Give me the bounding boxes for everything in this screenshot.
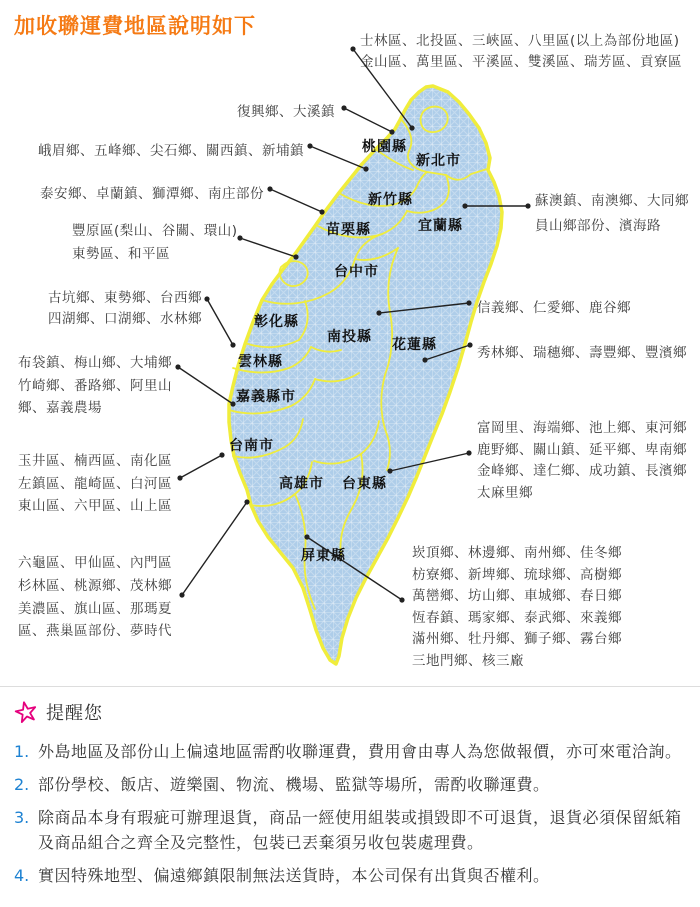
map-label-yilan: 宜蘭縣 <box>418 218 463 234</box>
region-note-tainan-towns: 左鎮區、龍崎區、白河區 <box>18 476 172 492</box>
region-note-yilan-towns: 員山鄉部份、濱海路 <box>535 218 661 234</box>
region-note-fuxing-daxi: 復興鄉、大溪鎮 <box>237 104 335 120</box>
region-note-kaohsiung-towns: 區、燕巢區部份、夢時代 <box>18 623 172 639</box>
map-label-taitung: 台東縣 <box>342 476 387 492</box>
region-note-tainan-towns: 東山區、六甲區、山上區 <box>18 498 172 514</box>
map-label-taichung: 台中市 <box>334 264 379 280</box>
region-note-chiayi-towns: 鄉、嘉義農場 <box>18 400 102 416</box>
region-note-taitung-towns: 富岡里、海端鄉、池上鄉、東河鄉 <box>477 420 687 436</box>
region-note-taichung-towns: 豐原區(梨山、谷關、環山) <box>72 223 238 239</box>
reminder-item <box>14 739 686 764</box>
region-note-taichung-towns: 東勢區、和平區 <box>72 246 170 262</box>
region-note-north-coast: 金山區、萬里區、平溪區、雙溪區、瑞芳區、貢寮區 <box>360 54 682 70</box>
region-note-taitung-towns: 太麻里鄉 <box>477 485 533 501</box>
reminder-item <box>14 863 686 888</box>
note-number: 4. <box>14 866 30 885</box>
region-note-pingtung-towns: 枋寮鄉、新埤鄉、琉球鄉、高樹鄉 <box>412 567 622 583</box>
map-label-tainan: 台南市 <box>229 438 274 454</box>
region-note-chiayi-towns: 布袋鎮、梅山鄉、大埔鄉 <box>18 355 172 371</box>
note-text: 實因特殊地型、偏遠鄉鎮限制無法送貨時，本公司保有出貨與否權利。 <box>38 866 550 885</box>
reminder-heading <box>14 699 686 725</box>
region-note-taitung-towns: 鹿野鄉、關山鎮、延平鄉、卑南鄉 <box>477 442 687 458</box>
region-note-pingtung-towns: 三地門鄉、核三廠 <box>412 653 524 669</box>
note-number: 1. <box>14 742 30 761</box>
map-label-changhua: 彰化縣 <box>254 314 299 330</box>
map-label-new-taipei: 新北市 <box>416 153 461 169</box>
region-note-hualien-towns: 秀林鄉、瑞穗鄉、壽豐鄉、豐濱鄉 <box>477 345 687 361</box>
region-note-kaohsiung-towns: 美濃區、旗山區、那瑪夏 <box>18 601 172 617</box>
reminder-item <box>14 805 686 855</box>
note-number: 3. <box>14 808 30 827</box>
map-label-kaohsiung: 高雄市 <box>279 476 324 492</box>
region-note-yunlin-towns: 四湖鄉、口湖鄉、水林鄉 <box>48 311 202 327</box>
map-label-taoyuan: 桃園縣 <box>362 139 407 155</box>
region-note-kaohsiung-towns: 六龜區、甲仙區、內門區 <box>18 555 172 571</box>
page-title: 加收聯運費地區說明如下 <box>14 14 256 38</box>
note-text: 除商品本身有瑕疵可辦理退貨，商品一經使用組裝或損毀即不可退貨，退貨必須保留紙箱及商品組合之齊全及完整性，包裝已丟棄須另收包裝處理費。 <box>38 808 682 852</box>
region-note-north-coast: 士林區、北投區、三峽區、八里區(以上為部份地區) <box>360 33 680 49</box>
map-label-hsinchu: 新竹縣 <box>368 192 413 208</box>
map-label-chiayi: 嘉義縣市 <box>236 389 296 405</box>
region-note-pingtung-towns: 萬巒鄉、坊山鄉、車城鄉、春日鄉 <box>412 588 622 604</box>
reminder-heading-text: 提醒您 <box>46 703 103 724</box>
region-note-nantou-towns: 信義鄉、仁愛鄉、鹿谷鄉 <box>477 300 631 316</box>
map-label-pingtung: 屏東縣 <box>301 548 346 564</box>
region-note-kaohsiung-towns: 杉林區、桃源鄉、茂林鄉 <box>18 578 172 594</box>
map-label-hualien: 花蓮縣 <box>392 337 437 353</box>
reminder-section <box>0 686 700 896</box>
note-number: 2. <box>14 775 30 794</box>
region-note-yunlin-towns: 古坑鄉、東勢鄉、台西鄉 <box>48 290 202 306</box>
region-note-yilan-towns: 蘇澳鎮、南澳鄉、大同鄉 <box>535 193 689 209</box>
region-note-pingtung-towns: 恆春鎮、瑪家鄉、泰武鄉、來義鄉 <box>412 610 622 626</box>
note-text: 部份學校、飯店、遊樂園、物流、機場、監獄等場所，需酌收聯運費。 <box>38 775 550 794</box>
note-text: 外島地區及部份山上偏遠地區需酌收聯運費，費用會由專人為您做報價，亦可來電洽詢。 <box>38 742 682 761</box>
region-note-taitung-towns: 金峰鄉、達仁鄉、成功鎮、長濱鄉 <box>477 463 687 479</box>
region-note-tainan-towns: 玉井區、楠西區、南化區 <box>18 453 172 469</box>
reminder-item <box>14 772 686 797</box>
region-note-hsinchu-towns: 峨眉鄉、五峰鄉、尖石鄉、關西鎮、新埔鎮 <box>38 143 304 159</box>
map-label-miaoli: 苗栗縣 <box>326 222 371 238</box>
map-label-yunlin: 雲林縣 <box>238 354 283 370</box>
map-label-nantou: 南投縣 <box>327 329 372 345</box>
star-icon <box>14 700 38 724</box>
region-note-pingtung-towns: 滿州鄉、牡丹鄉、獅子鄉、霧台鄉 <box>412 631 622 647</box>
region-note-pingtung-towns: 崁頂鄉、林邊鄉、南州鄉、佳冬鄉 <box>412 545 622 561</box>
region-note-miaoli-towns: 泰安鄉、卓蘭鎮、獅潭鄉、南庄部份 <box>40 186 264 202</box>
region-note-chiayi-towns: 竹崎鄉、番路鄉、阿里山 <box>18 378 172 394</box>
